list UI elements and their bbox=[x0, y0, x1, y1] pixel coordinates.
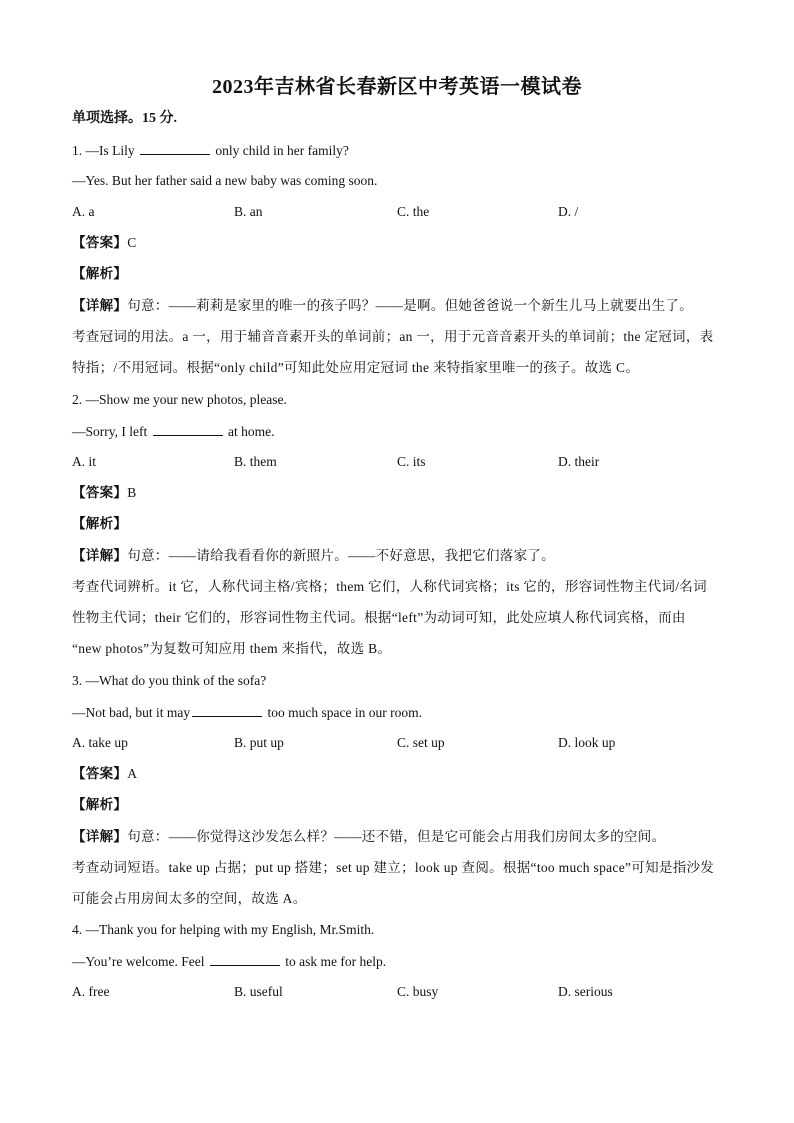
option-a: A. a bbox=[72, 204, 95, 219]
answer-blank bbox=[210, 952, 280, 966]
question-4-line-2: —You’re welcome. Feel to ask me for help. bbox=[72, 954, 387, 969]
question-1-analysis-label: 【解析】 bbox=[72, 266, 128, 281]
question-3-line-1: 3. —What do you think of the sofa? bbox=[72, 673, 267, 688]
option-d: D. their bbox=[558, 454, 600, 469]
option-d: D. serious bbox=[558, 984, 613, 999]
question-3-options bbox=[72, 734, 722, 752]
question-1-detail-1: 【详解】句意：——莉莉是家里的唯一的孩子吗？——是啊。但她爸爸说一个新生儿马上就要出生了。 bbox=[72, 298, 694, 313]
question-1-detail-3: 特指；/不用冠词。根据“only child”可知此处应用定冠词 the 来特指家里唯一的孩子。故选 C。 bbox=[72, 360, 640, 375]
question-1-line-1: 1. —Is Lily only child in her family? bbox=[72, 143, 349, 158]
option-b: B. useful bbox=[234, 984, 283, 999]
question-3-detail-2: 考查动词短语。take up 占据；put up 搭建；set up 建立；look up 查阅。根据“too much space”可知是指沙发 bbox=[72, 860, 715, 875]
option-d: D. / bbox=[558, 204, 579, 219]
question-2-line-1: 2. —Show me your new photos, please. bbox=[72, 392, 287, 407]
question-2-line-2: —Sorry, I left at home. bbox=[72, 424, 275, 439]
option-a: A. free bbox=[72, 984, 110, 999]
question-2-options bbox=[72, 453, 722, 471]
option-c: C. busy bbox=[397, 984, 439, 999]
question-1-line-2: —Yes. But her father said a new baby was coming soon. bbox=[72, 173, 378, 188]
question-3-analysis-label: 【解析】 bbox=[72, 797, 128, 812]
question-4-line-1: 4. —Thank you for helping with my English, Mr.Smith. bbox=[72, 922, 375, 937]
option-b: B. put up bbox=[234, 735, 284, 750]
option-c: C. the bbox=[397, 204, 430, 219]
question-2-detail-4: “new photos”为复数可知应用 them 来指代，故选 B。 bbox=[72, 641, 392, 656]
question-2-detail-3: 性物主代词；their 它们的，形容词性物主代词。根据“left”为动词可知，此处应填人称代词宾格，而由 bbox=[72, 610, 686, 625]
question-3-detail-1: 【详解】句意：——你觉得这沙发怎么样？——还不错，但是它可能会占用我们房间太多的空间。 bbox=[72, 829, 666, 844]
question-3-answer: 【答案】A bbox=[72, 766, 138, 781]
page-title: 2023年吉林省长春新区中考英语一模试卷 bbox=[212, 76, 582, 98]
option-b: B. them bbox=[234, 454, 277, 469]
answer-blank bbox=[192, 703, 262, 717]
question-2-detail-2: 考查代词辨析。it 它，人称代词主格/宾格；them 它们，人称代词宾格；its 它的，形容词性物主代词/名词 bbox=[72, 579, 707, 594]
option-a: A. it bbox=[72, 454, 97, 469]
question-1-options bbox=[72, 203, 722, 221]
option-c: C. its bbox=[397, 454, 426, 469]
option-a: A. take up bbox=[72, 735, 128, 750]
option-d: D. look up bbox=[558, 735, 616, 750]
question-3-line-2: —Not bad, but it may too much space in our room. bbox=[72, 705, 422, 720]
question-1-answer: 【答案】C bbox=[72, 235, 137, 250]
question-2-answer: 【答案】B bbox=[72, 485, 137, 500]
question-3-detail-3: 可能会占用房间太多的空间，故选 A。 bbox=[72, 891, 307, 906]
answer-blank bbox=[140, 141, 210, 155]
option-b: B. an bbox=[234, 204, 263, 219]
section-heading: 单项选择。15 分. bbox=[72, 111, 177, 126]
question-4-options bbox=[72, 983, 722, 1001]
question-1-detail-2: 考查冠词的用法。a 一，用于辅音音素开头的单词前；an 一，用于元音音素开头的单词前；the 定冠词，表 bbox=[72, 329, 714, 344]
option-c: C. set up bbox=[397, 735, 445, 750]
answer-blank bbox=[153, 422, 223, 436]
question-2-analysis-label: 【解析】 bbox=[72, 516, 128, 531]
question-2-detail-1: 【详解】句意：——请给我看看你的新照片。——不好意思，我把它们落家了。 bbox=[72, 548, 556, 563]
